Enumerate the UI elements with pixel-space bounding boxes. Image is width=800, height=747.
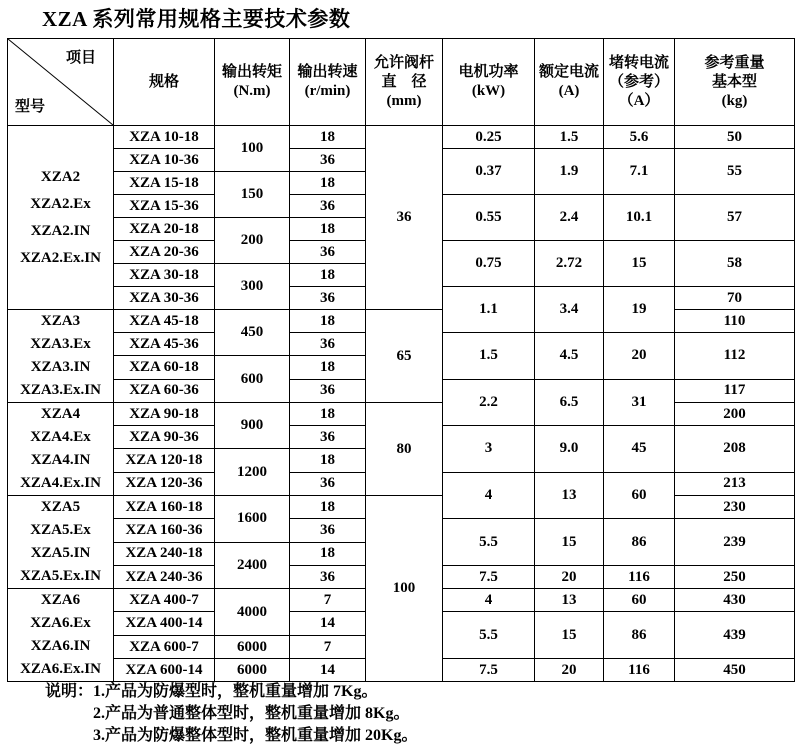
spec-cell: XZA 10-36 xyxy=(114,149,215,172)
speed-cell: 36 xyxy=(290,379,366,402)
weight-cell: 208 xyxy=(675,426,795,473)
stem-diameter-cell: 100 xyxy=(366,496,443,682)
header-stall-current: 堵转电流 （参考） （A） xyxy=(604,39,675,126)
weight-cell: 55 xyxy=(675,149,795,195)
rated-current-cell: 6.5 xyxy=(535,379,604,425)
stall-current-cell: 45 xyxy=(604,426,675,473)
rated-current-cell: 20 xyxy=(535,566,604,589)
speed-cell: 36 xyxy=(290,333,366,356)
speed-cell: 18 xyxy=(290,264,366,287)
torque-cell: 6000 xyxy=(215,636,290,659)
header-speed: 输出转速 (r/min) xyxy=(290,39,366,126)
weight-cell: 439 xyxy=(675,612,795,659)
note-line-3 xyxy=(45,725,417,747)
rated-current-cell: 2.72 xyxy=(535,241,604,287)
weight-cell: 213 xyxy=(675,472,795,495)
speed-cell: 18 xyxy=(290,218,366,241)
motor-power-cell: 1.1 xyxy=(443,287,535,333)
rated-current-cell: 4.5 xyxy=(535,333,604,380)
stall-current-cell: 116 xyxy=(604,659,675,682)
motor-power-cell: 0.25 xyxy=(443,126,535,149)
note-line-2 xyxy=(45,703,417,725)
spec-cell: XZA 600-14 xyxy=(114,659,215,682)
rated-current-cell: 2.4 xyxy=(535,195,604,241)
table-row xyxy=(8,403,795,426)
spec-cell: XZA 30-18 xyxy=(114,264,215,287)
speed-cell: 7 xyxy=(290,589,366,612)
speed-cell: 36 xyxy=(290,287,366,310)
torque-cell: 300 xyxy=(215,264,290,310)
spec-cell: XZA 20-18 xyxy=(114,218,215,241)
speed-cell: 36 xyxy=(290,472,366,495)
speed-cell: 18 xyxy=(290,542,366,566)
note-item: 2.产品为普通整体型时，整机重量增加 8Kg。 xyxy=(93,705,410,722)
header-torque: 输出转矩 (N.m) xyxy=(215,39,290,126)
speed-cell: 36 xyxy=(290,426,366,449)
speed-cell: 18 xyxy=(290,126,366,149)
speed-cell: 7 xyxy=(290,636,366,659)
weight-cell: 117 xyxy=(675,379,795,402)
torque-cell: 4000 xyxy=(215,589,290,636)
torque-cell: 2400 xyxy=(215,542,290,589)
torque-cell: 100 xyxy=(215,126,290,172)
stall-current-cell: 20 xyxy=(604,333,675,380)
weight-cell: 250 xyxy=(675,566,795,589)
spec-cell: XZA 10-18 xyxy=(114,126,215,149)
table-row xyxy=(8,310,795,333)
page-title: XZA 系列常用规格主要技术参数 xyxy=(42,7,351,31)
header-spec: 规格 xyxy=(114,39,215,126)
header-motor-power: 电机功率 (kW) xyxy=(443,39,535,126)
weight-cell: 58 xyxy=(675,241,795,287)
rated-current-cell: 9.0 xyxy=(535,426,604,473)
stem-diameter-cell: 36 xyxy=(366,126,443,310)
torque-cell: 450 xyxy=(215,310,290,356)
speed-cell: 18 xyxy=(290,310,366,333)
stem-diameter-cell: 80 xyxy=(366,403,443,496)
speed-cell: 18 xyxy=(290,172,366,195)
header-item-label: 项目 xyxy=(65,50,96,66)
rated-current-cell: 15 xyxy=(535,612,604,659)
speed-cell: 36 xyxy=(290,241,366,264)
motor-power-cell: 4 xyxy=(443,472,535,518)
speed-cell: 14 xyxy=(290,659,366,682)
stall-current-cell: 60 xyxy=(604,589,675,612)
note-item: 3.产品为防爆整体型时，整机重量增加 20Kg。 xyxy=(93,727,418,744)
notes xyxy=(45,681,417,747)
note-line-1 xyxy=(45,681,417,703)
header-rated-current: 额定电流 (A) xyxy=(535,39,604,126)
weight-cell: 50 xyxy=(675,126,795,149)
speed-cell: 18 xyxy=(290,356,366,379)
speed-cell: 36 xyxy=(290,195,366,218)
torque-cell: 1600 xyxy=(215,496,290,543)
speed-cell: 36 xyxy=(290,519,366,543)
motor-power-cell: 0.75 xyxy=(443,241,535,287)
motor-power-cell: 2.2 xyxy=(443,379,535,425)
speed-cell: 18 xyxy=(290,449,366,472)
weight-cell: 57 xyxy=(675,195,795,241)
spec-cell: XZA 60-18 xyxy=(114,356,215,379)
torque-cell: 150 xyxy=(215,172,290,218)
torque-cell: 1200 xyxy=(215,449,290,496)
weight-cell: 200 xyxy=(675,403,795,426)
spec-cell: XZA 160-18 xyxy=(114,496,215,519)
spec-cell: XZA 160-36 xyxy=(114,519,215,543)
spec-cell: XZA 240-18 xyxy=(114,542,215,566)
torque-cell: 200 xyxy=(215,218,290,264)
table-row xyxy=(8,126,795,149)
header-model-label: 型号 xyxy=(15,99,46,115)
weight-cell: 110 xyxy=(675,310,795,333)
header-stem-diameter: 允许阀杆 直 径 (mm) xyxy=(366,39,443,126)
stall-current-cell: 10.1 xyxy=(604,195,675,241)
speed-cell: 36 xyxy=(290,566,366,589)
weight-cell: 70 xyxy=(675,287,795,310)
header-weight: 参考重量 基本型 (kg) xyxy=(675,39,795,126)
stall-current-cell: 19 xyxy=(604,287,675,333)
weight-cell: 450 xyxy=(675,659,795,682)
stall-current-cell: 86 xyxy=(604,519,675,566)
rated-current-cell: 13 xyxy=(535,472,604,518)
spec-table xyxy=(7,38,795,682)
rated-current-cell: 1.5 xyxy=(535,126,604,149)
header-row xyxy=(8,39,795,126)
torque-cell: 6000 xyxy=(215,659,290,682)
motor-power-cell: 7.5 xyxy=(443,659,535,682)
stall-current-cell: 5.6 xyxy=(604,126,675,149)
spec-cell: XZA 30-36 xyxy=(114,287,215,310)
torque-cell: 600 xyxy=(215,356,290,403)
spec-cell: XZA 45-18 xyxy=(114,310,215,333)
weight-cell: 230 xyxy=(675,496,795,519)
stall-current-cell: 86 xyxy=(604,612,675,659)
header-corner-cell xyxy=(8,39,114,126)
spec-cell: XZA 20-36 xyxy=(114,241,215,264)
stall-current-cell: 31 xyxy=(604,379,675,425)
spec-cell: XZA 240-36 xyxy=(114,566,215,589)
motor-power-cell: 5.5 xyxy=(443,612,535,659)
weight-cell: 112 xyxy=(675,333,795,380)
speed-cell: 36 xyxy=(290,149,366,172)
speed-cell: 18 xyxy=(290,403,366,426)
stall-current-cell: 60 xyxy=(604,472,675,518)
motor-power-cell: 0.37 xyxy=(443,149,535,195)
spec-cell: XZA 90-36 xyxy=(114,426,215,449)
model-group-cell: XZA4 XZA4.Ex XZA4.IN XZA4.Ex.IN xyxy=(8,403,114,496)
spec-cell: XZA 15-36 xyxy=(114,195,215,218)
model-group-cell: XZA6 XZA6.Ex XZA6.IN XZA6.Ex.IN xyxy=(8,589,114,682)
table-row xyxy=(8,496,795,519)
stall-current-cell: 116 xyxy=(604,566,675,589)
spec-cell: XZA 600-7 xyxy=(114,636,215,659)
rated-current-cell: 3.4 xyxy=(535,287,604,333)
note-item: 1.产品为防爆型时，整机重量增加 7Kg。 xyxy=(93,683,378,700)
model-group-cell: XZA5 XZA5.Ex XZA5.IN XZA5.Ex.IN xyxy=(8,496,114,589)
weight-cell: 430 xyxy=(675,589,795,612)
spec-cell: XZA 120-36 xyxy=(114,472,215,495)
model-group-cell: XZA2 XZA2.Ex XZA2.IN XZA2.Ex.IN xyxy=(8,126,114,310)
motor-power-cell: 3 xyxy=(443,426,535,473)
spec-cell: XZA 120-18 xyxy=(114,449,215,472)
motor-power-cell: 5.5 xyxy=(443,519,535,566)
spec-cell: XZA 90-18 xyxy=(114,403,215,426)
spec-cell: XZA 400-7 xyxy=(114,589,215,612)
rated-current-cell: 15 xyxy=(535,519,604,566)
model-group-cell: XZA3 XZA3.Ex XZA3.IN XZA3.Ex.IN xyxy=(8,310,114,403)
motor-power-cell: 4 xyxy=(443,589,535,612)
stall-current-cell: 7.1 xyxy=(604,149,675,195)
weight-cell: 239 xyxy=(675,519,795,566)
speed-cell: 18 xyxy=(290,496,366,519)
motor-power-cell: 0.55 xyxy=(443,195,535,241)
notes-label: 说明： xyxy=(45,683,94,700)
rated-current-cell: 13 xyxy=(535,589,604,612)
rated-current-cell: 1.9 xyxy=(535,149,604,195)
rated-current-cell: 20 xyxy=(535,659,604,682)
spec-cell: XZA 60-36 xyxy=(114,379,215,402)
motor-power-cell: 1.5 xyxy=(443,333,535,380)
spec-cell: XZA 45-36 xyxy=(114,333,215,356)
torque-cell: 900 xyxy=(215,403,290,449)
spec-cell: XZA 15-18 xyxy=(114,172,215,195)
spec-cell: XZA 400-14 xyxy=(114,612,215,636)
speed-cell: 14 xyxy=(290,612,366,636)
motor-power-cell: 7.5 xyxy=(443,566,535,589)
stall-current-cell: 15 xyxy=(604,241,675,287)
stem-diameter-cell: 65 xyxy=(366,310,443,403)
